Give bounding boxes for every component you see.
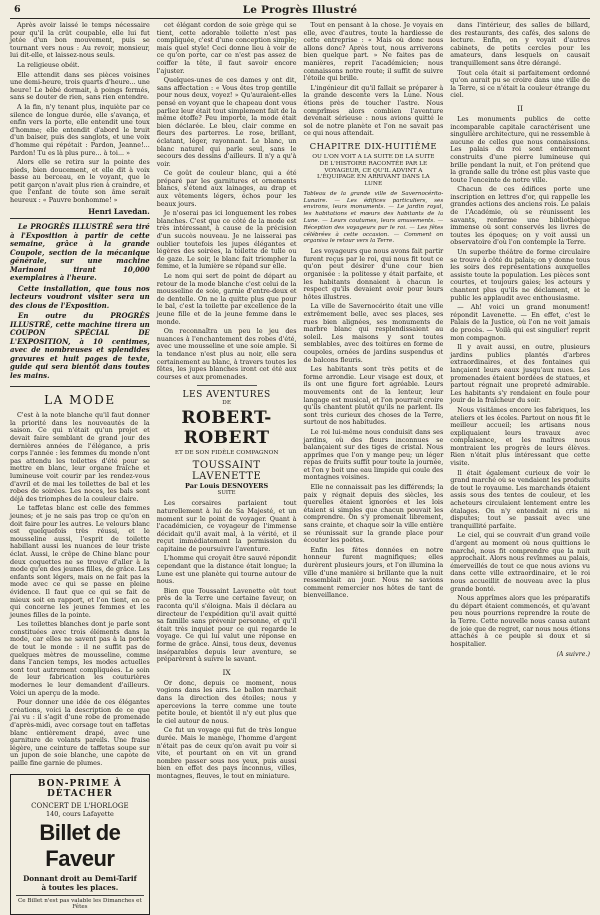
coupon-offer: Donnant droit au Demi-Tarif — [23, 873, 137, 883]
chapter-summary: Tableau de la grande ville de Savernocérito-Lunaire. — Les édifices particuliers, ses environs, leurs monuments. — Le jardin royal, les habitations et mœurs des habitants de la Lune. — Leurs coutumes, leurs amusements. — Réception des voyageurs par le roi. — Les fêtes célébrées à cette occasion. — Comment on organisa le retour vers la Terre. — [303, 190, 444, 245]
bon-prime-coupon[interactable] — [10, 774, 150, 915]
coupon-venue: CONCERT DE L'HORLOGE — [31, 801, 129, 810]
chapter-number: IX — [222, 667, 231, 677]
novel-de: DE — [222, 400, 232, 407]
story-paragraph: A la fin, n'y tenant plus, inquiète par ce silence de longue durée, elle s'avança, et enfin vers la porte, elle entendit une toux d'homme; elle entendit d'abord le bruit d'un baiser, puis des sanglots, et une voix d'homme qui répétait : Pardon, Jeanne!... Pardon! Tu es là plus pure... à toi... » — [10, 102, 150, 157]
novel-paragraph: Nous visitâmes encore les fabriques, les ateliers et les écoles. Partout on nous fit le meilleur accueil; les artisans nous expliquaient leurs travaux avec complaisance, et les maîtres nous montraient les progrès de leurs élèves. Rien n'était plus intéressant que cette visite. — [450, 405, 590, 468]
mode-paragraph: C'est à la note blanche qu'il faut donner la priorité dans les nouveautés de la saison. Ce qui n'était qu'un projet et devait faire semblant de grand jour des dernières années de l'élégance, a pris corps l'année : les femmes du monde n'ont pas attendu les toilettes d'été pour se mettre en blanc, leur organe fraîche et lumineuse voit courir par les rendez-vous d'avril et de mai les toilettes de bal et les robes de soirées. Les noces, les bals sont déjà des triomphes de la couleur claire. — [10, 411, 150, 503]
novel-paragraph: dans l'intérieur, des salles de billard, des restaurants, des cafés, des salons de lecture. Enfin, on y voyait d'autres cabinets, de petits cercles pour les amateurs, dans lesquels on causait tranquillement sans être dérangé. — [450, 21, 590, 67]
novel-paragraph: Les corsaires parlaient tout naturellement à lui de Sa Majesté, et un moment sur le point de voyager. Quant à l'académicien, ce voyageur de l'immense décidait qu'il avait mal, à la vérité, et il reçut immédiatement la permission du capitaine de poursuivre l'aventure. — [156, 499, 297, 553]
mode-paragraph: Pour donner une idée de ces élégantes créations, voici la description de ce que j'ai vu : il s'agit d'une robe de promenade d'après-midi, avec corsage tout en taffetas blanc entièrement drapé, avec une garniture de volants pareils. Une fraise légère, une ceinture de taffetas soupe sur un jupon de soie blanche, une capote de paille fine garnie de plumes. — [10, 698, 150, 767]
novel-paragraph: — Ah! voici un grand monument! répondit Lavenette. — En effet, c'est le Palais de la Justice, où l'on ne voit jamais de procès. — Voilà qui est singulier! reprit mon compagnon. — [450, 303, 590, 342]
novel-paragraph: Chacun de ces édifices porte une inscription en lettres d'or, qui rappelle les grandes actions des anciens rois. Le palais de l'Académie, où se réunissent les savants, renferme une bibliothèque immense où sont conservés les livres de toutes les époques; on y voit aussi un observatoire d'où l'on contemple la Terre. — [450, 185, 590, 247]
mode-paragraph: Le nom qui sert de point de départ au retour de la mode blanche c'est celui de la mousseline de soie, garnie d'entre-deux et de dentelle. On ne la quitte plus que pour le bal, c'est la toilette par excellence de la jeune fille et de la jeune femme dans le monde. — [156, 272, 297, 326]
story-paragraph: La religieuse obéit. — [17, 60, 80, 69]
exposition-notice — [10, 218, 150, 387]
to-be-continued: (A suivre.) — [556, 650, 590, 659]
novel-paragraph: L'ingénieur dit qu'il fallait se préparer à la grande descente vers la Lune. Nous étions près de toucher l'astre. Nous comprîmes alors combien l'aventure devenait sérieuse : nous avions quitté le sol de notre planète et l'on ne savait pas ce qui nous attendait. — [303, 83, 444, 138]
coupon-address: 140, cours Lafayette — [45, 809, 114, 818]
novel-pretitle: LES AVENTURES — [182, 390, 271, 401]
separator — [197, 385, 257, 386]
author-signature: Henri Lavedan. — [88, 206, 150, 216]
novel-paragraph: Un superbe théâtre de forme circulaire se trouve à côté du palais; on y donne tous les soirs des représentations auxquelles assiste toute la population. Les pièces sont courtes, et toujours gaies; les acteurs y chantent plus qu'ils ne déclament, et le public les applaudit avec enthousiasme. — [450, 248, 590, 302]
masthead-title: Le Progrès Illustré — [242, 4, 358, 16]
story-paragraph: Elle attendit dans ses pièces voisines une demi-heure, trois quarts d'heure... une heure! Le bébé dormait, à poings fermés, sans se douter de rien, sans rien entendre. — [10, 70, 150, 102]
novel-paragraph: Or donc, depuis ce moment, nous vogions dans les airs. Le ballon marchait dans la direction des étoiles; nous y apercevions la terre comme une toute petite boule, et bientôt il n'y eut plus que le ciel autour de nous. — [156, 678, 297, 725]
mode-paragraph: cet élégant cordon de soie grège qui se tient, cette adorable toilette n'est pas compliquée, c'est d'une conception simple; mais quel style! Ceci donne lieu à voir de ce qu'on porte, car ce n'est pas assez de coiffer la tête, il faut savoir encore l'ajuster. — [156, 21, 297, 75]
chapter-subtitle: OU L'ON VOIT A LA SUITE DE LA SUITE DE L'HISTOIRE RACONTÉE PAR LE VOYAGEUR, CE QU'IL ADVINT A L'ÉQUIPAGE EN ARRIVANT DANS LA LUNE — [312, 153, 435, 188]
column-3 — [304, 22, 444, 868]
notice-paragraph: Le PROGRÈS ILLUSTRÉ sera tiré à l'Exposition à partir de cette semaine, grâce à la grande Coupole, section de la mécanique générale, sur une machine Marinoni tirant 10,000 exemplaires à l'heure. — [10, 222, 150, 283]
novel-paragraph: Les voyageurs que nous avons fait partir furent reçus par le roi, qui nous fit tout ce qu'on peut désirer d'une cour bien organisée : la politesse y était parfaite, et les habitants donnaient à chacun le respect qu'ils devaient avoir pour leurs hôtes illustres. — [303, 247, 444, 301]
coupon-footer: Ce Billet n'est pas valable les Dimanches et Fêtes — [16, 895, 144, 910]
notice-paragraph: En outre du PROGRÈS ILLUSTRÉ, cette machine tirera un COUPON SPÉCIAL DE L'EXPOSITION, à 10 centimes, avec de nombreuses et splendides gravures et huit pages de texte, guide qui sera bientôt dans toutes les mains. — [10, 311, 150, 380]
notice-paragraph: Cette installation, que tous nos lecteurs voudront visiter sera un des clous de l'Exposition. — [10, 283, 150, 310]
novel-paragraph: Il y avait aussi, en outre, plusieurs jardins publics plantés d'arbres extraordinaires, et des fontaines qui lançaient leurs eaux jusqu'aux nues. Les promenades étaient bordées de statues, et partout régnait une propreté admirable. Les habitants s'y rendaient en foule pour jouir de la fraîcheur du soir. — [450, 343, 590, 405]
novel-paragraph: Les monuments publics de cette incomparable capitale caractérisent une singulière architecture, qui ne ressemble à aucune de celles que nous connaissions. Les palais du roi sont entièrement construits d'une pierre lumineuse qui brille pendant la nuit, et l'on prétend que la grande salle du trône est plus vaste que toute l'enceinte de notre ville. — [450, 114, 590, 184]
novel-paragraph: Bien que Toussaint Lavenette eût tout près de la Terre une certaine faveur, on raconta qu'il s'éloigna. Mais il déclara au directeur de l'expédition qu'il avait quitté sa famille sans prévenir personne, et qu'il était très inquiet pour ce qui regarde le voyage. Ce qui lui valut une réponse en forme de grâce. Ainsi, tous deux, devenus inséparables depuis leur aventure, se préparèrent à suivre le savant. — [156, 586, 297, 664]
chapter-heading: CHAPITRE DIX-HUITIÈME — [309, 141, 438, 152]
novel-paragraph: Les habitants sont très petits et de forme arrondie. Leur visage est doux, et ils ont une figure fort agréable. Leurs mouvements ont de la lenteur, leur langage est musical, et l'on pourrait croire qu'ils chantent plutôt qu'ils ne parlent. Ils sont très curieux des choses de la Terre, surtout de nos habitudes. — [303, 365, 444, 427]
section-title-la-mode: LA MODE — [44, 393, 116, 408]
page-header — [10, 4, 590, 17]
mode-paragraph: Le taffetas blanc est celle des femmes jeunes; et je ne sais pas trop ce qu'on en doit faire pour les autres. Le velours blanc est quelquefois très réussi, et le mousseline aussi, l'esprit de toilette habillant aussi les nuances de leur triste éclat. Aussi, le crêpe de Chine blanc pour deux coquettes ne se trouve d'aller à la mode qu'en des jeunes filles, de grâce. Les enfants sont légers, mais on ne fait pas la mode avec ce qui se passe en pleine évidence. Il faut que ce qui se fait de mieux soit en rapport, et l'on tient, en ce qui concerne les jeunes femmes et les jeunes filles de la pointe. — [10, 504, 150, 619]
column-2 — [157, 22, 297, 868]
novel-paragraph: Il était également curieux de voir le grand marché où se vendaient les produits de tout le royaume. Les marchands étaient assis sous des tentes de couleur, et les acheteurs circulaient lentement entre les étalages. On n'y entendait ni cris ni disputes; tout se passait avec une tranquillité parfaite. — [450, 468, 590, 530]
story-paragraph: Après avoir laissé le temps nécessaire pour qu'il la crût coupable, elle lui fut jetée d'un bon mouvement, puis se tournant vers nous : Au revoir, monsieur, lui dit-elle, et laissez-nous seuls. — [10, 21, 150, 60]
mode-paragraph: Ce goût de couleur blanc, qui a été préparé par les garnitures et ornements blancs, s'étend aux lainages, au drap et aux vêtements légers, échos pour les beaux jours. — [156, 169, 297, 208]
column-4 — [450, 22, 590, 868]
mode-paragraph: On reconnaîtra un peu le jeu des nuances à l'enchantement des robes d'été, avec une mousseline et une soie ample. Si la tendance n'est plus au noir, elle sera certainement au blanc, à travers toutes les fêtes, les jupes blanches iront cet été aux courses et aux promenades. — [156, 327, 297, 381]
novel-continued: SUITE — [217, 490, 236, 497]
mode-paragraph: Je n'oserai pas ici longuement les robes blanches. C'est que ce côté de la mode est très intéressant, à cause de la précision d'un succès nouveau. Je ne laisserai pas oublier toutefois les jupes élégantes et légères des soirées, la toilette de tulle ou de gaze. Le soir, le blanc fait triompher la femme, et la lumière se répand sur elle. — [156, 209, 297, 271]
novel-paragraph: L'homme qui croyait être sauvé répondit cependant que la distance était longue; la Lune est une planète qui tourne autour de nous. — [156, 554, 297, 586]
columns — [10, 21, 590, 910]
coupon-billet-title: Billet de Faveur — [39, 819, 121, 871]
chapter-number: II — [517, 103, 524, 113]
story-paragraph: Alors elle se retira sur la pointe des pieds, bien doucement, et elle dit à voix basse au berceau, en le voyant, que le petit garçon n'avait plus rien à craindre, et que l'enfant de toute son âme serait heureux : « Pauvre bonhomme! » — [10, 158, 150, 205]
novel-paragraph: Ce fut un voyage qui fut de très longue durée. Mais le manège, l'homme d'argent n'était pas de ceux qu'on avait pu voir si vite, et pourtant on en vit un grand nombre passer sous nos yeux, puis aussi bien en effet des pays inconnus, villes, montagnes, fleuves, le tout en miniature. — [156, 726, 297, 780]
novel-paragraph: Enfin les fêtes données en notre honneur furent magnifiques; elles durèrent plusieurs jours, et l'on illumina la ville d'une manière si brillante que la nuit ressemblait au jour. Nous ne savions comment remercier nos hôtes de tant de bienveillance. — [303, 545, 444, 600]
novel-paragraph: La ville de Savernocérito était une ville extrêmement belle, avec ses places, ses rues bien alignées, ses monuments de marbre blanc qui resplendissaient au soleil. Les maisons y sont toutes semblables, avec des toitures en forme de coupoles, ornées de jardins suspendus et de balcons fleuris. — [303, 302, 444, 364]
header-rule — [10, 18, 590, 19]
novel-companion: TOUSSAINT LAVENETTE — [191, 460, 262, 483]
novel-paragraph: Tout en pensant à la chose. Je voyais en elle, avec d'autres, toute la hardiesse de cette entreprise : « Mais où donc nous allons donc? Après tout, nous arriverons bien quelque part. » Ne faites pas de manières, reprit l'académicien; nous connaissons notre route; il suffit de suivre l'étoile qui brille. — [303, 21, 444, 83]
column-1 — [10, 21, 150, 910]
novel-paragraph: Nous apprîmes alors que les préparatifs du départ étaient commencés, et qu'avant peu nous pourrions reprendre la route de la Terre. Cette nouvelle nous causa autant de joie que de regret, car nous nous étions attachés à ce peuple si doux et si hospitalier. — [450, 594, 590, 648]
mode-paragraph: Les toilettes blanches dont je parle sont constituées avec trois éléments dans la mode, car elles ne savent pas à la portée de tout le monde : il ne suffit pas de quelques mètres de mousseline, comme dans l'ancien temps, les modes actuelles sont tout autrement compliquées. Le soin de leur fabrication les couturières modernes le leur demandent d'ailleurs. Voici un aperçu de la mode. — [10, 620, 150, 697]
novel-subtitle: ET DE SON FIDÈLE COMPAGNON — [174, 450, 279, 457]
mode-paragraph: Quelques-unes de ces dames y ont dit, sans affectation : « Vous êtes trop gentille pour nous deux, voyez! » Qu'auraient-elles pensé en voyant que le chapeau dont vous parliez leur était tout simplement fait de la même étoffe? Peu importe, la mode était bien déclarée. Le bleu, clair comme en fleurs des parterres. Le rose, brillant, éclatant, léger, rayonnant. Le blanc, un blanc naturel qui parle seul, sans le secours des dessins d'ailleurs. Il n'y a qu'à voir. — [156, 76, 297, 168]
novel-title: ROBERT-ROBERT — [181, 408, 272, 449]
novel-paragraph: Elle ne connaissait pas les différends; la paix y régnait depuis des siècles, les querelles étaient ignorées et les lois étaient si simples que chacun pouvait les comprendre. On s'y promenait librement, sans crainte, et chaque soir la ville entière se réunissait sur la grande place pour écouter les poètes. — [303, 483, 444, 545]
coupon-offer-2: à toutes les places. — [41, 882, 119, 892]
novel-paragraph: Le roi lui-même nous conduisit dans ses jardins, où des fleurs inconnues se balançaient sur des tiges de cristal. Nous apprîmes que l'on y mange peu; un léger repas de fruits suffit pour toute la journée, et l'on y boit une eau limpide qui coule des montagnes voisines. — [303, 427, 444, 482]
serial-novel-heading — [157, 390, 297, 496]
novel-author: Par Louis DESNOYERS — [185, 482, 269, 491]
novel-paragraph: Tout cela était si parfaitement ordonné qu'on aurait pu se croire dans une ville de la Terre, si ce n'était la couleur étrange du ciel. — [450, 68, 590, 100]
page-number: 6 — [14, 4, 21, 15]
coupon-title: BON-PRIME À DÉTACHER — [37, 778, 122, 799]
novel-paragraph: Le ciel, qui se couvrait d'un grand voile d'argent au moment où nous quittions le marché, nous fit comprendre que la nuit approchait. Alors nous revînmes au palais, émerveillés de tout ce que nous avions vu dans cette ville extraordinaire, et le roi nous accueillit de nouveau avec la plus grande bonté. — [450, 531, 590, 593]
